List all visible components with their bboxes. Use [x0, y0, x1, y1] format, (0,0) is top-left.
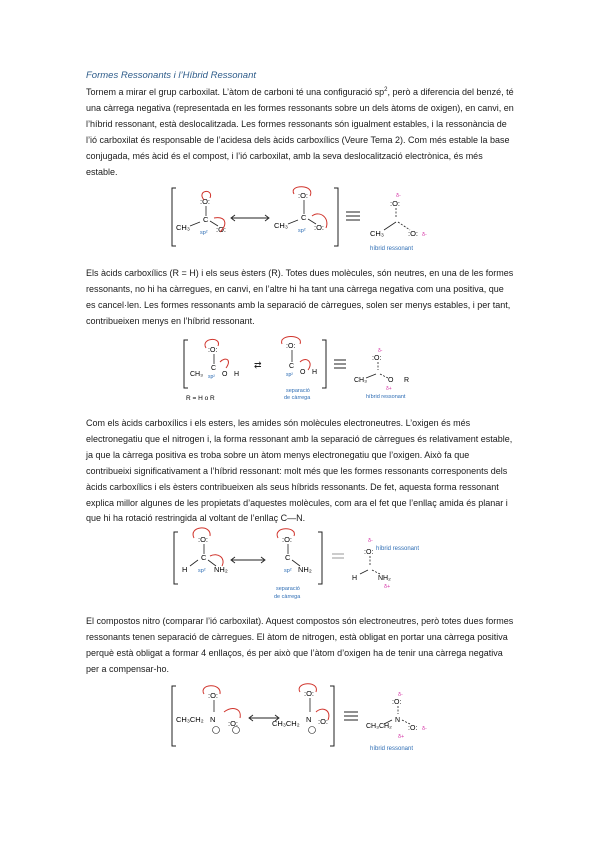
acid-o-top-3: :O: — [372, 355, 382, 362]
acid-c-1: C — [211, 365, 217, 372]
amide-nh2-3: NH₂ — [378, 575, 391, 582]
amide-nh2-2: NH₂ — [298, 565, 312, 574]
amide-separation-label-1: separació — [276, 586, 300, 592]
carboxylate-ch3-1: CH₃ — [176, 223, 190, 232]
acid-ch3-3: CH₃ — [354, 377, 367, 384]
carboxylate-o-top-1: :O: — [200, 197, 211, 206]
nitro-o-top-1: :O: — [208, 691, 219, 700]
amide-resonance-figure — [172, 528, 432, 604]
acid-c-2: C — [289, 363, 295, 370]
carboxylate-ch3-3: CH₃ — [370, 229, 384, 238]
nitro-hybrid-delta-2: δ- — [422, 726, 427, 732]
carboxylate-o-side-3: :O: — [408, 229, 419, 238]
nitro-hybrid-label: híbrid ressonant — [370, 746, 414, 752]
section-heading: Formes Ressonants i l’Híbrid Ressonant — [86, 70, 257, 81]
acid-sp2-1: sp² — [208, 374, 215, 380]
amide-h-3: H — [352, 575, 358, 582]
amide-h-1: H — [182, 565, 188, 574]
acid-hybrid-delta-1: δ- — [378, 348, 383, 354]
acid-h-1: H — [234, 371, 240, 378]
nitro-o-side-3: :O: — [408, 725, 418, 732]
carboxylate-c-1: C — [203, 215, 209, 224]
acid-o-3: O — [388, 377, 394, 384]
svg-text:⇄: ⇄ — [254, 360, 262, 370]
amide-sp2-2: sp² — [284, 568, 292, 574]
acid-h-2: H — [312, 369, 318, 376]
paragraph-amides: Com els àcids carboxílics i els esters, les amides són molècules electroneutres. L’oxigen és més electronegatiu que el nitrogen i, la forma ressonant amb la separació de càrregues és relativament estable, ja que la càrrega positiva es troba sobre un àtom menys electronegatiu que l’oxigen. Això fa que contribueixi significativament a l’híbrid ressonant: molt més que les formes ressonants corresponents dels àcids carboxílics i els èsters contribueixen als seus híbrids ressonants. De fet, aquesta forma ressonant explica millor algunes de les propietats d’aquestes molècules, com ara el fet que l’enllaç amida és planar i que hi ha rotació restringida al voltant de l’enllaç C—N. — [86, 418, 513, 524]
acid-r-3: R — [404, 377, 410, 384]
carboxylate-hybrid-delta-2: δ- — [422, 232, 427, 238]
carboxylate-o-side-1: :O: — [216, 225, 227, 234]
amide-o-top-2: :O: — [282, 535, 293, 544]
amide-c-1: C — [201, 553, 207, 562]
nitro-o-top-3: :O: — [392, 699, 402, 706]
paragraph-nitro: El compostos nitro (comparar l’ió carboxilat). Aquest compostos són electroneutres, però totes dues formes ressonants tenen separació de càrregues. El àtom de nitrogen, està obligat en portar una càrrega positiva perquè està obligat a formar 4 enllaços, és per això que l’àtom d’oxigen ha de tenir una càrrega negativa per a compensar-ho. — [86, 616, 514, 674]
nitro-n-3: N — [395, 717, 401, 724]
acid-o-top-1: :O: — [208, 347, 218, 354]
carboxylate-hybrid-label: híbrid ressonant — [370, 246, 414, 252]
acid-separation-label-1: separació — [286, 388, 310, 394]
acid-o-2: O — [300, 369, 306, 376]
nitro-o-side-2: :O: — [318, 717, 329, 726]
acid-o-top-2: :O: — [286, 343, 296, 350]
carboxylate-sp2-1: sp² — [200, 230, 208, 236]
nitro-n-1: N — [210, 715, 216, 724]
nitro-ch3ch2-3: CH₃CH₂ — [366, 723, 392, 730]
nitro-ch3ch2-1: CH₃CH₂ — [176, 715, 204, 724]
acid-separation-label-2: de càrrega — [284, 395, 311, 401]
amide-separation-label-2: de càrrega — [274, 594, 301, 600]
carboxylate-hybrid-delta-1: δ- — [396, 193, 401, 199]
acid-hybrid-delta-plus: δ+ — [386, 386, 392, 392]
amide-hybrid-delta-plus: δ+ — [384, 584, 391, 590]
amide-hybrid-delta-1: δ- — [368, 538, 373, 544]
amide-o-top-1: :O: — [198, 535, 209, 544]
amide-c-2: C — [285, 553, 291, 562]
amide-o-top-3: :O: — [364, 549, 374, 556]
carboxylate-o-side-2: :O: — [314, 223, 325, 232]
nitro-hybrid-delta-plus: δ+ — [398, 734, 405, 740]
acid-sp2-2: sp² — [286, 372, 293, 378]
amide-nh2-1: NH₂ — [214, 565, 228, 574]
nitro-n-2: N — [306, 715, 312, 724]
acid-ester-resonance-figure — [182, 338, 422, 406]
acid-o-1: O — [222, 371, 228, 378]
nitro-hybrid-delta-1: δ- — [398, 692, 403, 698]
nitro-o-top-2: :O: — [304, 689, 315, 698]
acid-ch3-1: CH₃ — [190, 371, 203, 378]
carboxylate-resonance-figure — [170, 184, 440, 254]
amide-sp2-1: sp² — [198, 568, 206, 574]
paragraph-acids-esters: Els àcids carboxílics (R = H) i els seus èsters (R). Totes dues molècules, són neutres, en una de les formes ressonants, no hi ha càrregues, en canvi, en l’altre hi ha tant una càrrega negativa com una positiva, que es cancel·len. Les formes ressonants amb la separació de càrregues, solen ser menys estables, i per tant, contribueixen menys en l’híbrid ressonant. — [86, 268, 514, 326]
carboxylate-sp2-2: sp² — [298, 228, 306, 234]
acid-hybrid-label: híbrid ressonant — [366, 394, 406, 400]
carboxylate-c-2: C — [301, 213, 307, 222]
amide-hybrid-label: híbrid ressonant — [376, 546, 420, 552]
nitro-o-side-1: :O: — [228, 719, 239, 728]
carboxylate-ch3-2: CH₃ — [274, 221, 288, 230]
carboxylate-o-top-3: :O: — [390, 199, 401, 208]
carboxylate-o-top-2: :O: — [298, 191, 309, 200]
acid-r-note: R = H o R — [186, 395, 215, 402]
paragraph-carboxylate: Tornem a mirar el grup carboxilat. L’àtom de carboni té una configuració $sp^2$, però a diferencia del benzé, té una càrrega negativa (representada en les formes ressonants sobre un dels àtoms de oxigen), en canvi, en l’híbrid ressonant, està deslocalitzada. Les formes ressonants són igualment estables, i la ressonància de l’ió carboxilat és responsable de l’acidesa dels àcids carboxílics (Veure Tema 2). Com més estable la base conjugada, més àcid és el compost, i l’ió carboxilat, amb la seva deslocalització electrònica, és més estable. — [86, 87, 514, 177]
nitro-resonance-figure — [170, 684, 440, 756]
nitro-ch3ch2-2: CH₃CH₂ — [272, 719, 300, 728]
